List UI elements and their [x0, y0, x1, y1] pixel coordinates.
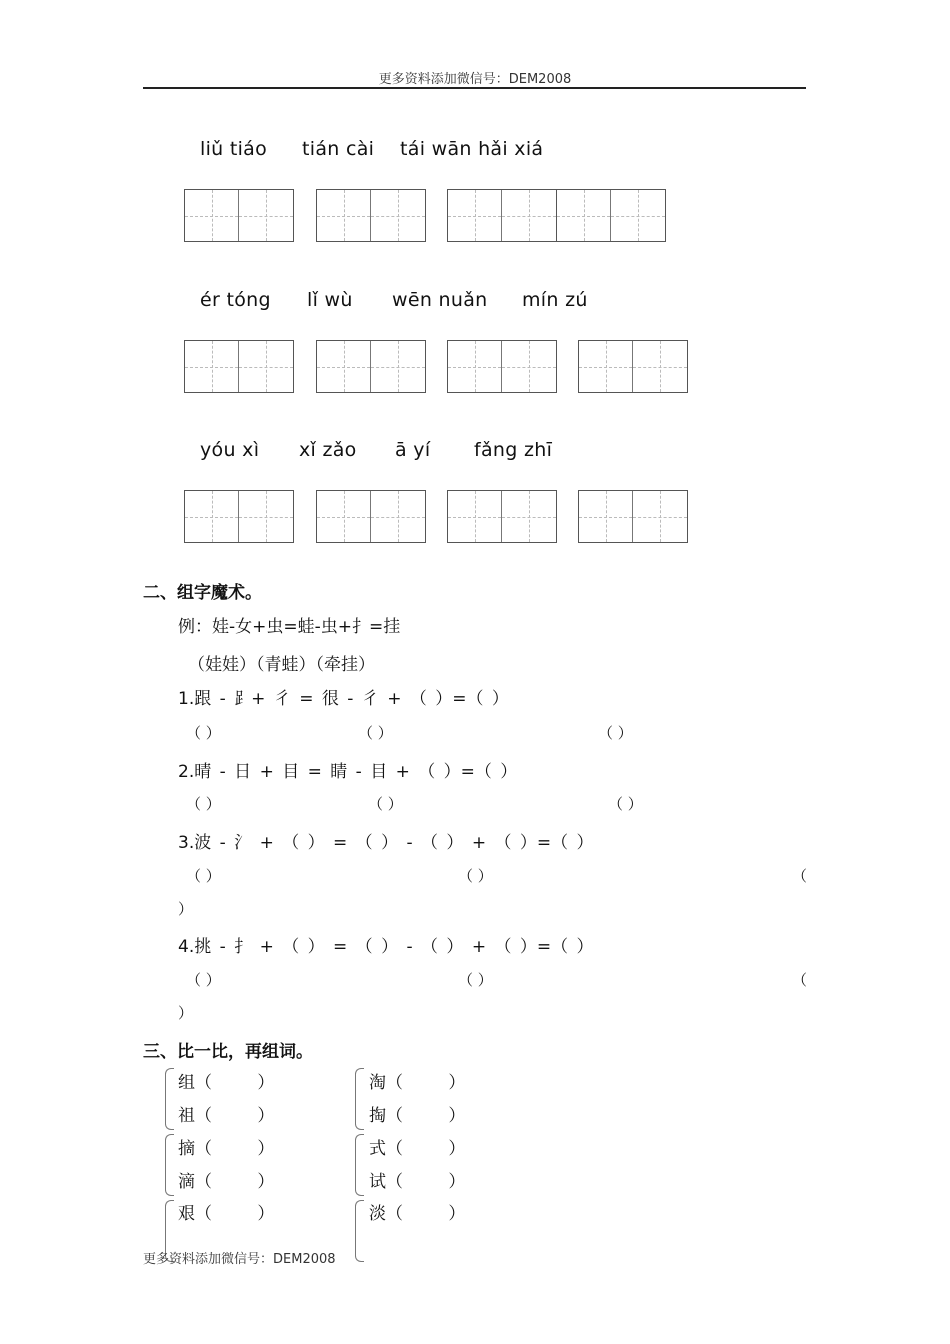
- compare-word-jian[interactable]: 艰（ ）: [178, 1204, 275, 1224]
- answer-blank[interactable]: （ ）: [608, 795, 643, 813]
- answer-blank[interactable]: （ ）: [358, 724, 393, 742]
- question-3: 3.波 - 氵 + （ ） = （ ） - （ ） + （ ）=（ ）: [178, 833, 594, 853]
- answer-blank-close: ）: [178, 900, 194, 918]
- answer-blank[interactable]: （ ）: [186, 867, 221, 885]
- pinyin-xi-zao: xǐ zǎo: [299, 439, 357, 461]
- writing-box[interactable]: [316, 340, 426, 393]
- writing-box[interactable]: [316, 490, 426, 543]
- brace: [165, 1134, 174, 1196]
- compare-word-tao[interactable]: 淘（ ）: [369, 1073, 466, 1093]
- question-2: 2.晴 - 日 + 目 = 睛 - 目 + （ ）=（ ）: [178, 762, 518, 782]
- pinyin-tian-cai: tián cài: [302, 138, 375, 160]
- answer-blank-close: ）: [178, 1004, 194, 1022]
- pinyin-tai-wan-hai-xia: tái wān hǎi xiá: [400, 138, 544, 160]
- answer-blank[interactable]: （ ）: [186, 724, 221, 742]
- writing-box[interactable]: [184, 340, 294, 393]
- writing-box[interactable]: [316, 189, 426, 242]
- page-footer: 更多资料添加微信号：DEM2008: [143, 1252, 336, 1267]
- writing-box[interactable]: [184, 189, 294, 242]
- page-header: 更多资料添加微信号：DEM2008: [378, 72, 572, 87]
- example-words: （娃娃）（青蛙）（牵挂）: [188, 655, 375, 675]
- pinyin-min-zu: mín zú: [522, 289, 588, 311]
- brace: [165, 1068, 174, 1130]
- writing-box[interactable]: [578, 490, 688, 543]
- example-formula: 例：娃-女+虫=蛙-虫+扌=挂: [178, 617, 401, 637]
- answer-blank[interactable]: （ ）: [458, 971, 493, 989]
- section-2-title: 二、组字魔术。: [143, 583, 262, 603]
- compare-word-shi2[interactable]: 试（ ）: [369, 1172, 466, 1192]
- writing-box[interactable]: [578, 340, 688, 393]
- compare-word-tao2[interactable]: 掏（ ）: [369, 1106, 466, 1126]
- answer-blank[interactable]: （ ）: [458, 867, 493, 885]
- pinyin-li-wu: lǐ wù: [307, 289, 353, 311]
- pinyin-fang-zhi: fǎng zhī: [474, 439, 553, 461]
- writing-box[interactable]: [447, 340, 557, 393]
- writing-box[interactable]: [447, 189, 666, 242]
- compare-word-zhai[interactable]: 摘（ ）: [178, 1139, 275, 1159]
- compare-word-di[interactable]: 滴（ ）: [178, 1172, 275, 1192]
- question-4: 4.挑 - 扌 + （ ） = （ ） - （ ） + （ ）=（ ）: [178, 937, 594, 957]
- pinyin-you-xi: yóu xì: [200, 439, 260, 461]
- compare-word-dan[interactable]: 淡（ ）: [369, 1204, 466, 1224]
- header-divider: [143, 87, 806, 89]
- compare-word-shi[interactable]: 式（ ）: [369, 1139, 466, 1159]
- pinyin-a-yi: ā yí: [395, 439, 431, 461]
- pinyin-er-tong: ér tóng: [200, 289, 271, 311]
- brace: [355, 1134, 364, 1196]
- question-1: 1.跟 - ⻊+ 彳 = 很 - 彳 + （ ）=（ ）: [178, 689, 509, 709]
- compare-word-zu[interactable]: 组（ ）: [178, 1073, 275, 1093]
- answer-blank[interactable]: （ ）: [368, 795, 403, 813]
- pinyin-wen-nuan: wēn nuǎn: [392, 289, 488, 311]
- writing-box[interactable]: [184, 490, 294, 543]
- answer-blank-open[interactable]: （: [792, 971, 808, 989]
- section-3-title: 三、比一比，再组词。: [143, 1042, 313, 1062]
- brace: [355, 1068, 364, 1130]
- answer-blank[interactable]: （ ）: [186, 971, 221, 989]
- answer-blank-open[interactable]: （: [792, 867, 808, 885]
- writing-box[interactable]: [447, 490, 557, 543]
- pinyin-liu-tiao: liǔ tiáo: [200, 138, 268, 160]
- compare-word-zu2[interactable]: 祖（ ）: [178, 1106, 275, 1126]
- answer-blank[interactable]: （ ）: [598, 724, 633, 742]
- brace: [355, 1200, 364, 1262]
- answer-blank[interactable]: （ ）: [186, 795, 221, 813]
